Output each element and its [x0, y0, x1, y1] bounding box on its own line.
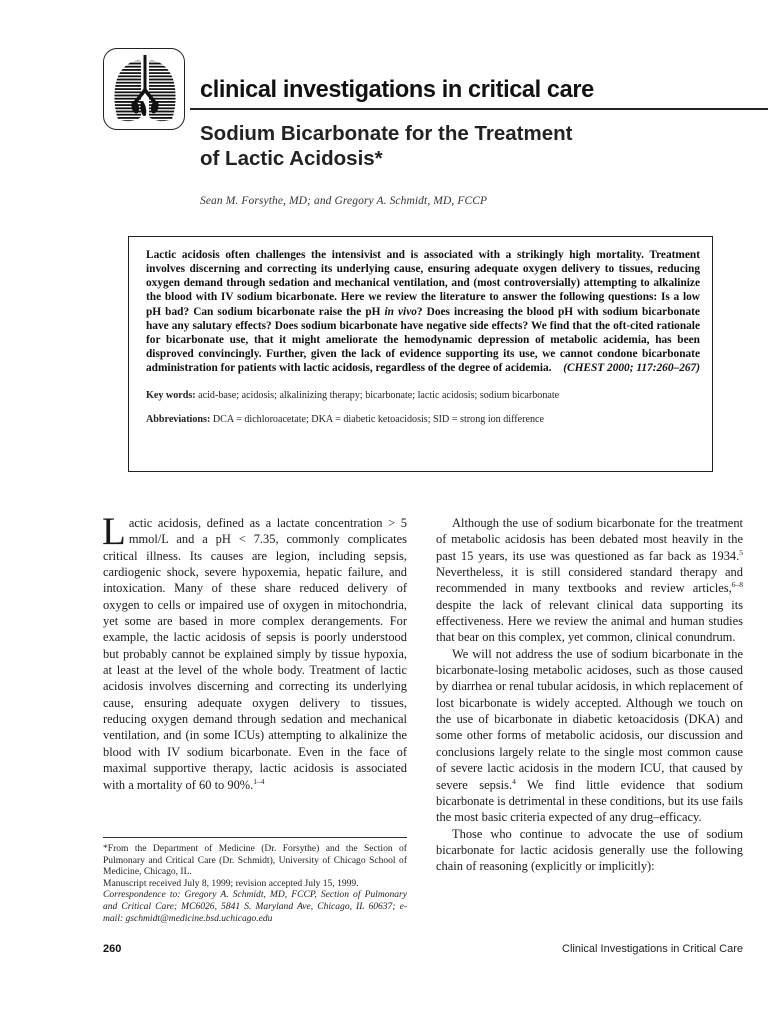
reference: 6–8	[731, 580, 743, 590]
body-column-left	[102, 510, 407, 793]
paragraph: We will not address the use of sodium bicarbonate in the bicarbonate-losing metabolic acidoses, such as those caused by diarrhea or renal tubular acidosis, in which replacement of lost bicarbonate is widely accepted. Although we touch on the use of bicarbonate in diabetic ketoacidosis (DKA) and some other forms of metabolic acidosis, our discussion and conclusions largely relate to the single most common cause of severe lactic acidosis in the modern ICU, that caused by severe sepsis.$^4$ We find little evidence that sodium bicarbonate is detrimental in these conditions, but its use fails the most basic criteria expected of any drug–efficacy.	[436, 646, 743, 825]
body-column-right	[436, 515, 743, 875]
abstract-text: Lactic acidosis often challenges the intensivist and is associated with a strikingly high mortality. Treatment involves discerning and correcting its underlying cause, ensuring adequate oxygen delivery to tissues, reducing oxygen demand through sedation and mechanical ventilation, and (most controversially) attempting to alkalinize the blood with IV sodium bicarbonate. Here we review the literature to answer the following questions: Is a low pH bad? Can sodium bicarbonate raise the pH	[146, 249, 700, 318]
footnote-received: Manuscript received July 8, 1999; revision accepted July 15, 1999.	[103, 877, 359, 889]
paragraph: Although the use of sodium bicarbonate for the treatment of metabolic acidosis has been debated most heavily in the past 15 years, its use was questioned as far back as 1934.$^5$ Nevertheless, it is still considered standard therapy and recommended in many textbooks and review articles,$^{6-8}$ despite the lack of relevant clinical data supporting its effectiveness. Here we review the animal and human studies that bear on this complex, yet common, clinical conundrum.	[436, 516, 743, 645]
reference: 5	[739, 547, 743, 557]
abstract-text-cont: ? Does increasing the blood pH with sodium bicarbonate have any salutary effects? Does sodium bicarbonate have negative side effects? We find that the oft-cited rationale for bicarbonate use, that it might ameliorate the hemodynamic depression of metabolic acidemia, has been disproved convincingly. Further, given the lack of evidence supporting its use, we cannot condone bicarbonate administration for patients with lactic acidosis, regardless of the degree of acidemia.	[146, 305, 700, 375]
paragraph: Lactic acidosis, defined as a lactate concentration > 5 mmol/L and a pH < 7.35, commonly complicates critical illness. Its causes are legion, including sepsis, cardiogenic shock, severe hypoxemia, hepatic failure, and intoxication. Many of these share reduced delivery of oxygen to cells or impaired use of oxygen in mitochondria, yet some are based in more complex derangements. For example, the lactic acidosis of sepsis is poorly understood but probably cannot be explained simply by tissue hypoxia, at least at the level of the whole body. Treatment of lactic acidosis involves discerning and correcting its underlying cause, ensuring adequate oxygen delivery to tissues, reducing oxygen demand through sedation and mechanical ventilation, and (in some ICUs) attempting to alkalinize the blood with IV sodium bicarbonate. Even in the face of maximal supportive therapy, lactic acidosis is associated with a mortality of 60 to 90%.$^{1-4}$	[102, 510, 407, 792]
drop-cap: L	[102, 510, 126, 553]
reference: 1–4	[253, 776, 265, 786]
key-words: Key words: acid-base; acidosis; alkalinizing therapy; bicarbonate; lactic acidosis; sodium bicarbonate	[146, 390, 560, 402]
article-title-line1: Sodium Bicarbonate for the Treatment	[200, 122, 573, 145]
running-footer: Clinical Investigations in Critical Care	[562, 943, 743, 955]
reference: 4	[512, 776, 516, 786]
footnote	[103, 843, 407, 924]
footnote-affiliation: *From the Department of Medicine (Dr. Forsythe) and the Section of Pulmonary and Critical Care (Dr. Schmidt), University of Chicago School of Medicine, Chicago, IL.	[103, 843, 407, 878]
abstract-italic: in vivo	[384, 305, 417, 318]
abstract-box	[128, 236, 713, 472]
section-title: clinical investigations in critical care	[200, 76, 594, 103]
header-rule	[190, 108, 768, 110]
authors: Sean M. Forsythe, MD; and Gregory A. Schmidt, MD, FCCP	[200, 195, 488, 207]
footnote-rule	[103, 837, 407, 838]
footnote-correspondence: Correspondence to: Gregory A. Schmidt, MD, FCCP, Section of Pulmonary and Critical Care; MC6026, 5841 S. Maryland Ave, Chicago, IL 60637; e-mail: gschmidt@medicine.bsd.uchicago.edu	[103, 889, 407, 924]
page-number: 260	[103, 943, 122, 955]
abbreviations: Abbreviations: DCA = dichloroacetate; DKA = diabetic ketoacidosis; SID = strong ion difference	[146, 414, 544, 426]
article-title-line2: of Lactic Acidosis*	[200, 146, 383, 170]
journal-logo	[103, 48, 185, 130]
citation: (CHEST 2000; 117:260–267)	[563, 362, 700, 375]
lungs-logo-icon	[108, 53, 182, 127]
paragraph: Those who continue to advocate the use of sodium bicarbonate for lactic acidosis generally use the following chain of reasoning (explicitly or implicitly):	[436, 826, 743, 874]
article-title	[200, 122, 720, 171]
abstract	[146, 248, 700, 375]
